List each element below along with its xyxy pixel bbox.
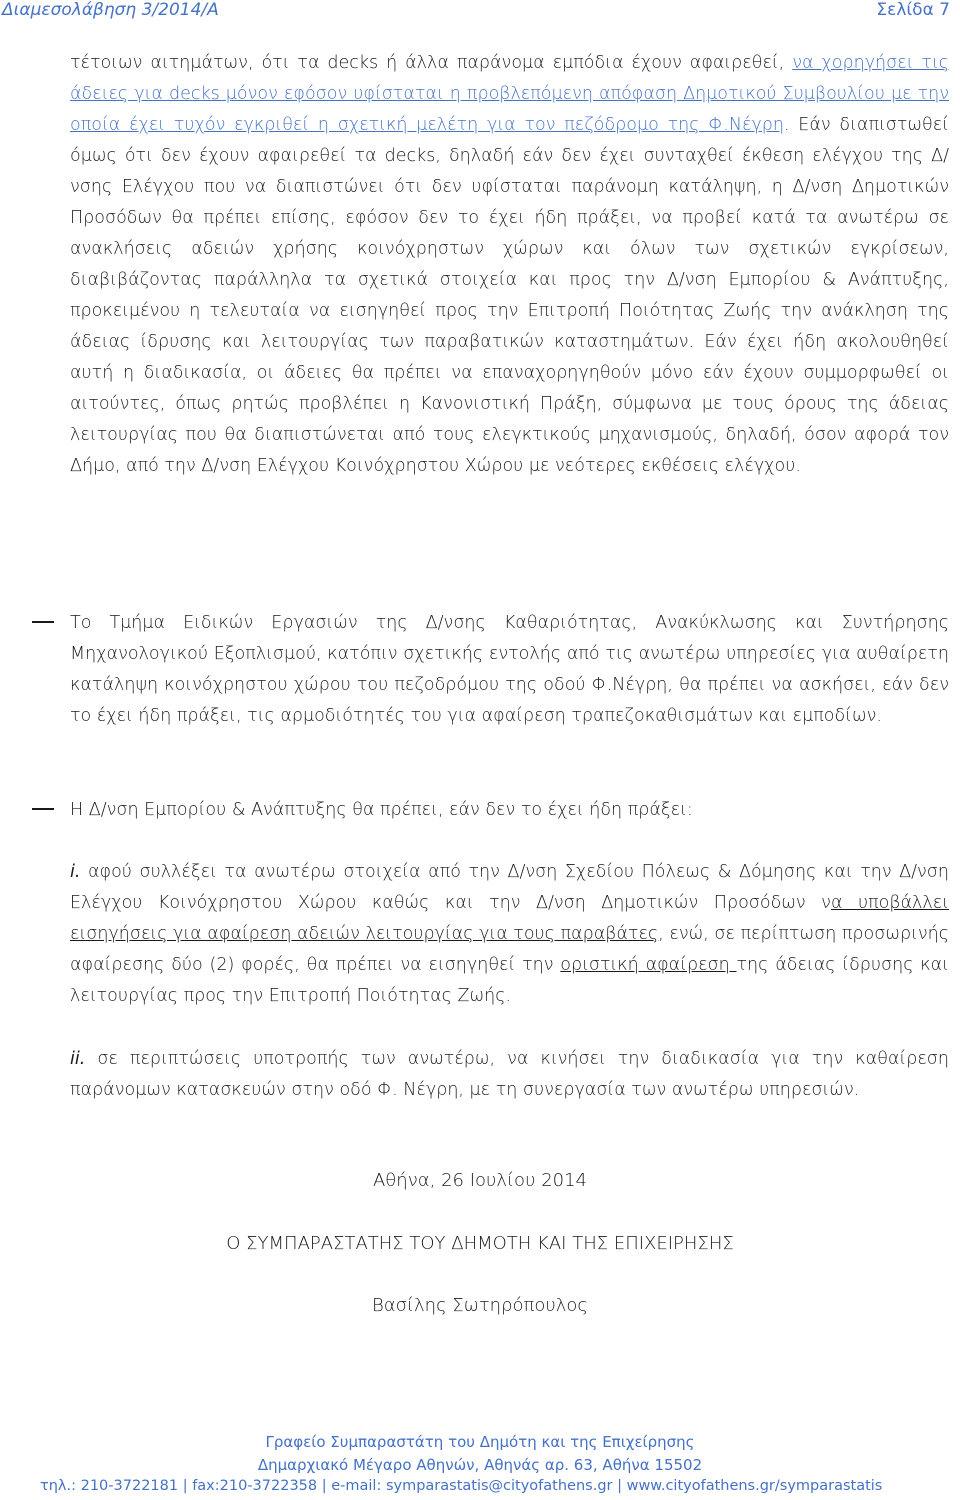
signatory-name: Βασίλης Σωτηρόπουλος: [372, 1295, 588, 1316]
paragraph-text: τέτοιων αιτημάτων, ότι τα decks ή άλλα παράνομα εμπόδια έχουν αφαιρεθεί,: [70, 53, 793, 73]
roman-numeral: i.: [70, 862, 81, 882]
sub-item-ii: ii. σε περιπτώσεις υποτροπής των ανωτέρω, να κινήσει την διαδικασία για την καθαίρεση παράνομων κατασκευών στην οδό Φ. Νέγρη, με τη συνεργασία των ανωτέρω υπηρεσιών.: [70, 1049, 949, 1100]
page-number: Σελίδα 7: [876, 0, 950, 20]
underlined-text: α υποβάλλει εισηγήσεις για αφαίρεση αδειών λειτουργίας για τους παραβάτες: [70, 893, 950, 944]
underlined-link-text[interactable]: να χορηγήσει τις άδειες για decks μόνον εφόσον υφίσταται η προβλεπόμενη απόφαση Δημοτικού Συμβουλίου με την οποία έχει τυχόν εγκριθεί η σχετική μελέτη για τον πεζόδρομο της Φ.Νέγρη: [70, 53, 949, 135]
paragraph-text: . Εάν διαπιστωθεί όμως ότι δεν έχουν αφαιρεθεί τα decks, δηλαδή εάν δεν έχει συνταχθεί έκθεση ελέγχου της Δ/νσης Ελέγχου που να διαπιστώνει ότι δεν υφίσταται παράνομη κατάληψη, η Δ/νση Δημοτικών Προσόδων θα πρέπει επίσης, εφόσον δεν το έχει ήδη πράξει, να προβεί κατά τα ανωτέρω σε ανακλήσεις αδειών χρήσης κοινόχρηστων χώρων και όλων των σχετικών εγκρίσεων, διαβιβάζοντας παράλληλα τα σχετικά στοιχεία και προς την Δ/νση Εμπορίου & Ανάπτυξης, προκειμένου η τελευταία να εισηγηθεί προς την Επιτροπή Ποιότητας Ζωής την ανάκληση της άδειας ίδρυσης και λειτουργίας των παραβατικών καταστημάτων. Εάν έχει ήδη ακολουθηθεί αυτή η διαδικασία, οι άδειες θα πρέπει να επαναχορηγηθούν μόνο εάν έχουν συμμορφωθεί οι αιτούντες, όπως ρητώς προβλέπει η Κανονιστική Πράξη, σύμφωνα με τους όρους της άδειας λειτουργίας που θα διαπιστώνεται από τους ελεγκτικούς μηχανισμούς, δηλαδή, όσον αφορά τον Δήμο, από την Δ/νση Ελέγχου Κοινόχρηστου Χώρου με νεότερες εκθέσεις ελέγχου.: [70, 115, 949, 476]
roman-numeral: ii.: [70, 1049, 86, 1069]
bullet-text: Η Δ/νση Εμπορίου & Ανάπτυξης θα πρέπει, εάν δεν το έχει ήδη πράξει:: [70, 800, 693, 820]
page-header: [0, 0, 960, 26]
footer-contacts: τηλ.: 210-3722181 | fax:210-3722358 | e-mail: symparastatis@cityofathens.gr | www.cityofathens.gr/symparastatis: [40, 1478, 883, 1494]
document-reference: Διαμεσολάβηση 3/2014/Α: [2, 0, 219, 20]
paragraph-main: [70, 48, 949, 482]
dash-bullet-icon: [32, 621, 54, 623]
footer-office: Γραφείο Συμπαραστάτη του Δημότη και της Επιχείρησης: [265, 1433, 695, 1451]
underlined-text: οριστική αφαίρεση: [560, 955, 737, 975]
sub-item-i: i. αφού συλλέξει τα ανωτέρω στοιχεία από την Δ/νση Σχεδίου Πόλεως & Δόμησης και την Δ/νση Ελέγχου Κοινόχρηστου Χώρου καθώς και την Δ/νση Δημοτικών Προσόδων να υποβάλλει εισηγήσεις για αφαίρεση αδειών λειτουργίας για τους παραβάτες, ενώ, σε περίπτωση προσωρινής αφαίρεσης δύο (2) φορές, θα πρέπει να εισηγηθεί την οριστική αφαίρεση της άδειας ίδρυσης και λειτουργίας προς την Επιτροπή Ποιότητας Ζωής.: [70, 862, 950, 1006]
bullet-text: Το Τμήμα Ειδικών Εργασιών της Δ/νσης Καθαριότητας, Ανακύκλωσης και Συντήρησης Μηχανολογικού Εξοπλισμού, κατόπιν σχετικής εντολής από τις ανωτέρω υπηρεσίες για αυθαίρετη κατάληψη κοινόχρηστου χώρου του πεζοδρόμου της οδού Φ.Νέγρη, θα πρέπει να ασκήσει, εάν δεν το έχει ήδη πράξει, τις αρμοδιότητές του για αφαίρεση τραπεζοκαθισμάτων και εμποδίων.: [70, 613, 949, 726]
footer-address: Δημαρχιακό Μέγαρο Αθηνών, Αθηνάς αρ. 63, Αθήνα 15502: [257, 1456, 703, 1474]
dash-bullet-icon: [32, 808, 54, 810]
place-date: Αθήνα, 26 Ιουλίου 2014: [372, 1170, 588, 1191]
signatory-role: Ο ΣΥΜΠΑΡΑΣΤΑΤΗΣ ΤΟΥ ΔΗΜΟΤΗ ΚΑΙ ΤΗΣ ΕΠΙΧΕΙΡΗΣΗΣ: [226, 1233, 734, 1254]
